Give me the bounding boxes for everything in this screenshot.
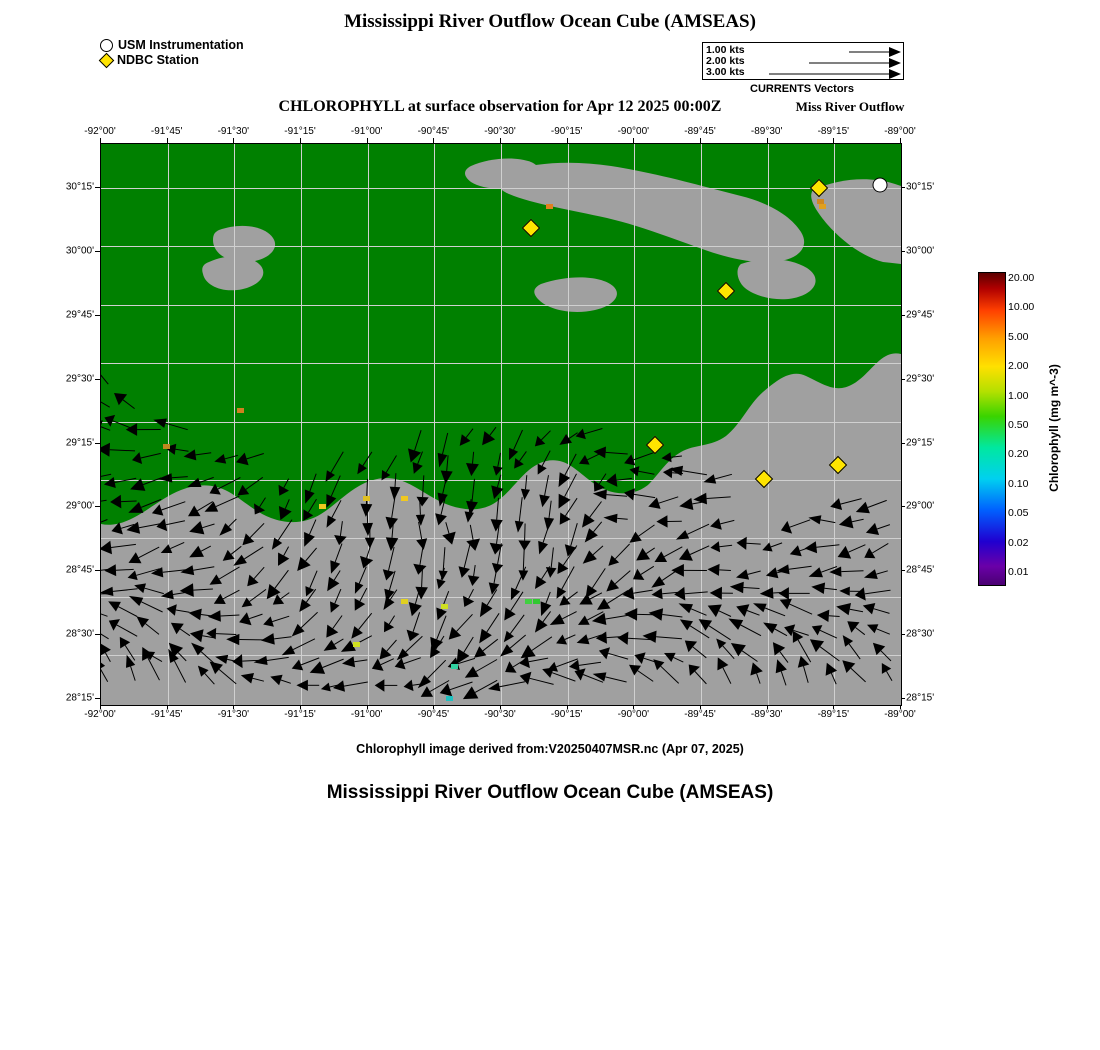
chlorophyll-pixel (401, 599, 408, 604)
lon-tick-label: -89°30' (750, 709, 783, 720)
lat-tick-label: 28°15' (65, 692, 94, 704)
colorbar-tick-label: 2.00 (1008, 360, 1029, 373)
lon-tick-label: -90°45' (417, 709, 450, 720)
ndbc-diamond-icon (99, 52, 115, 68)
legend-ndbc-label: NDBC Station (117, 53, 199, 67)
lon-tick-label: -92°00' (84, 126, 116, 137)
chlorophyll-pixel (237, 408, 244, 413)
chlorophyll-pixel (817, 199, 824, 204)
lon-tick-label: -89°45' (684, 126, 716, 137)
colorbar-tick-label: 20.00 (1008, 272, 1035, 284)
footer-title: Mississippi River Outflow Ocean Cube (AMSEAS) (326, 782, 774, 803)
lat-tick-label: 29°30' (906, 373, 935, 385)
currents-vector-caption: CURRENTS Vectors (750, 83, 854, 95)
colorbar-tick-label: 10.00 (1008, 301, 1035, 314)
legend-usm-instrumentation (113, 38, 244, 52)
colorbar-tick-label: 0.10 (1008, 477, 1029, 490)
lon-tick-label: -91°15' (284, 709, 316, 720)
lat-tick-label: 28°15' (906, 692, 935, 704)
chlorophyll-pixel (525, 599, 532, 604)
region-label: Miss River Outflow (795, 99, 905, 114)
map-canvas[interactable] (100, 143, 902, 706)
lon-tick-label: -89°30' (750, 126, 783, 137)
currents-key-label: 3.00 kts (706, 66, 745, 78)
lon-tick-label: -91°30' (217, 126, 250, 137)
lat-tick-label: 29°45' (65, 309, 94, 321)
lon-tick-label: -89°15' (817, 126, 850, 137)
data-source-note: Chlorophyll image derived from:V20250407MSR.nc (Apr 07, 2025) (356, 742, 744, 756)
chlorophyll-pixel (819, 204, 826, 209)
lat-tick-label: 28°45' (65, 564, 94, 576)
lon-tick-label: -90°15' (550, 709, 583, 720)
lon-tick-label: -90°00' (617, 126, 650, 137)
colorbar-tick-label: 0.50 (1008, 419, 1029, 431)
colorbar (978, 272, 1098, 584)
lat-tick-label: 30°15' (906, 181, 935, 193)
chlorophyll-pixel (451, 664, 458, 669)
legend-ndbc-station (113, 53, 199, 67)
lon-tick-label: -91°30' (217, 709, 250, 720)
lat-tick-label: 28°45' (906, 564, 935, 576)
chlorophyll-pixel (363, 496, 370, 501)
currents-vector-key (702, 42, 904, 80)
chlorophyll-pixel (401, 496, 408, 501)
lat-tick-label: 29°00' (906, 500, 935, 512)
legend-usm-label: USM Instrumentation (118, 38, 244, 52)
page-title: Mississippi River Outflow Ocean Cube (AMSEAS) (344, 11, 756, 32)
chlorophyll-pixel (353, 642, 360, 647)
lon-tick-label: -89°00' (884, 709, 916, 720)
lon-tick-label: -90°00' (617, 709, 650, 720)
colorbar-tick-label: 0.02 (1008, 536, 1029, 549)
chlorophyll-pixel (441, 604, 448, 609)
lat-tick-label: 29°45' (906, 309, 935, 321)
lat-tick-label: 29°15' (906, 437, 935, 448)
colorbar-title: Chlorophyll (mg m^-3) (1047, 364, 1061, 492)
chlorophyll-pixel (546, 204, 553, 209)
colorbar-tick-label: 0.01 (1008, 566, 1029, 578)
chlorophyll-pixel (319, 504, 326, 509)
usm-circle-icon (100, 39, 113, 52)
currents-key-row (703, 67, 903, 79)
chlorophyll-pixel (446, 696, 453, 701)
lat-tick-label: 30°15' (65, 181, 94, 193)
colorbar-tick-label: 5.00 (1008, 330, 1029, 343)
chart-subtitle: CHLOROPHYLL at surface observation for Apr 12 2025 00:00Z (278, 98, 722, 115)
lat-tick-label: 30°00' (65, 245, 94, 257)
lon-tick-label: -91°00' (350, 709, 383, 720)
colorbar-tick-label: 0.05 (1008, 507, 1029, 520)
chlorophyll-pixels (101, 144, 901, 705)
lat-tick-label: 29°30' (65, 373, 94, 385)
lon-tick-label: -90°30' (484, 709, 516, 720)
lon-tick-label: -90°30' (484, 126, 516, 137)
usm-instrumentation-marker[interactable] (873, 178, 888, 193)
lat-tick-label: 28°30' (906, 628, 935, 640)
lon-tick-label: -89°45' (684, 709, 716, 720)
lon-tick-label: -91°00' (350, 126, 383, 137)
lat-tick-label: 29°15' (65, 437, 94, 448)
lat-tick-label: 29°00' (65, 500, 94, 512)
colorbar-tick-label: 1.00 (1008, 389, 1029, 402)
lon-tick-label: -91°15' (284, 126, 316, 137)
lon-tick-label: -91°45' (150, 126, 183, 137)
lon-tick-label: -90°45' (417, 126, 450, 137)
lon-tick-label: -89°00' (884, 126, 916, 137)
chlorophyll-pixel (163, 444, 170, 449)
colorbar-tick-label: 0.20 (1008, 448, 1029, 461)
lon-tick-label: -91°45' (150, 709, 183, 720)
arrow-3kt-icon (703, 67, 903, 79)
lon-tick-label: -90°15' (550, 126, 583, 137)
lon-tick-label: -92°00' (84, 709, 116, 720)
lat-tick-label: 28°30' (65, 628, 94, 640)
lon-tick-label: -89°15' (817, 709, 850, 720)
currents-key-label: 1.00 kts (706, 44, 745, 56)
currents-key-label: 2.00 kts (706, 55, 745, 67)
lat-tick-label: 30°00' (906, 245, 935, 257)
chlorophyll-pixel (533, 599, 540, 604)
colorbar-gradient (978, 272, 1006, 586)
